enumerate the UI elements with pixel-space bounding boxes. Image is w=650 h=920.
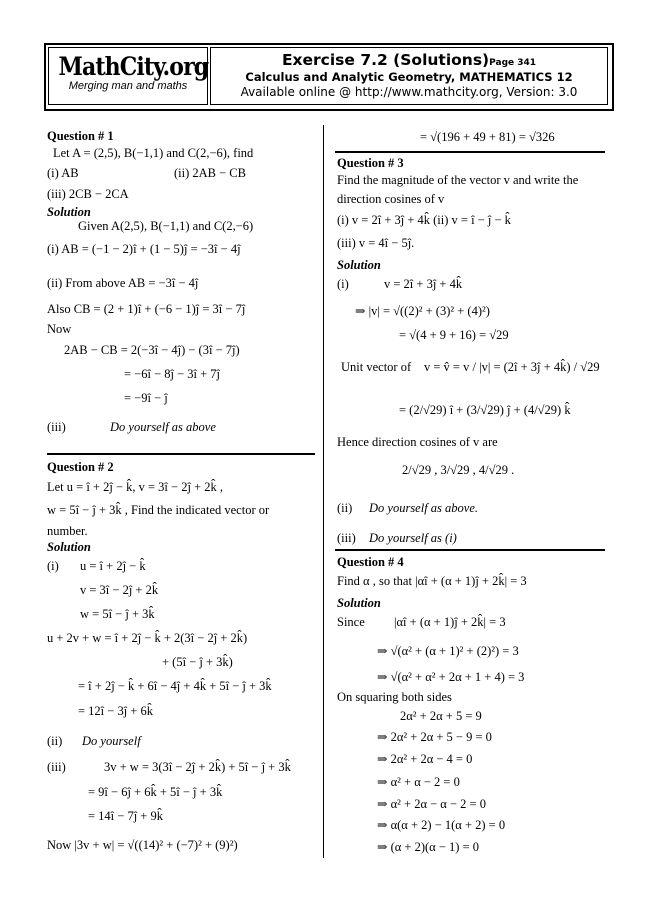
q4-eq-4: ⇒ α² + α − 2 = 0 xyxy=(377,775,460,789)
q1-sol-i: (i) AB = (−1 − 2)î + (1 − 5)ĵ = −3î − 4ĵ xyxy=(47,242,241,256)
q4-solution-label: Solution xyxy=(337,596,381,610)
q1-calc-3: = −9î − ĵ xyxy=(124,391,168,405)
q2-i-v: v = 3î − 2ĵ + 2k̂ xyxy=(80,583,159,597)
page-reference: Page 341 xyxy=(489,58,537,68)
page-header xyxy=(44,43,614,111)
q2-solution-label: Solution xyxy=(47,540,91,554)
q1-sol-also: Also CB = (2 + 1)î + (−6 − 1)ĵ = 3î − 7ĵ xyxy=(47,302,246,316)
q2-iii-calc-1: 3v + w = 3(3î − 2ĵ + 2k̂) + 5î − ĵ + 3k̂ xyxy=(104,760,291,774)
q3-dc-text: Hence direction cosines of v are xyxy=(337,435,498,449)
q2-given-3: number. xyxy=(47,524,88,538)
q2-i-calc-4: = 12î − 3ĵ + 6k̂ xyxy=(78,704,153,718)
q2-now-magnitude: Now |3v + w| = √((14)² + (−7)² + (9)²) xyxy=(47,838,238,852)
q3-parts-i-ii: (i) v = 2î + 3ĵ + 4k̂ (ii) v = î − ĵ − k̂ xyxy=(337,213,511,227)
q1-sol-given: Given A(2,5), B(−1,1) and C(2,−6) xyxy=(78,219,254,233)
q1-sol-iii: (iii) xyxy=(47,420,66,434)
q4-eq-3: ⇒ 2α² + 2α − 4 = 0 xyxy=(377,752,473,766)
q4-heading: Question # 4 xyxy=(337,555,404,569)
q2-iii-calc-3: = 14î − 7ĵ + 9k̂ xyxy=(88,809,163,823)
q2-i-calc-2: + (5î − ĵ + 3k̂) xyxy=(162,655,233,669)
q1-calc-1: 2AB − CB = 2(−3î − 4ĵ) − (3î − 7ĵ) xyxy=(64,343,240,357)
q2-ii-text: Do yourself xyxy=(82,734,141,748)
q2-iii-calc-2: = 9î − 6ĵ + 6k̂ + 5î − ĵ + 3k̂ xyxy=(88,785,223,799)
q1-part-iii: (iii) 2CB − 2CA xyxy=(47,187,129,201)
q2-i-label: (i) xyxy=(47,559,59,573)
q3-unit-result: = (2/√29) î + (3/√29) ĵ + (4/√29) k̂ xyxy=(399,403,571,417)
q2-i-calc-1: u + 2v + w = î + 2ĵ − k̂ + 2(3î − 2ĵ + 2k̂) xyxy=(47,631,248,645)
q3-unit-label: Unit vector of xyxy=(341,360,412,374)
q2-i-u: u = î + 2ĵ − k̂ xyxy=(80,559,146,573)
availability-line: Available online @ http://www.mathcity.org, Version: 3.0 xyxy=(240,85,578,99)
q4-eq-2: ⇒ 2α² + 2α + 5 − 9 = 0 xyxy=(377,730,492,744)
q3-ii-label: (ii) xyxy=(337,501,353,515)
q3-iii-label: (iii) xyxy=(337,531,356,545)
q3-given-2: direction cosines of v xyxy=(337,192,445,206)
q3-solution-label: Solution xyxy=(337,258,381,272)
q3-dc-values: 2/√29 , 3/√29 , 4/√29 . xyxy=(402,463,515,477)
q2-i-w: w = 5î − ĵ + 3k̂ xyxy=(80,607,155,621)
q4-eq-6: ⇒ α(α + 2) − 1(α + 2) = 0 xyxy=(377,818,506,832)
question-separator xyxy=(335,151,605,153)
q1-sol-iii-text: Do yourself as above xyxy=(110,420,216,434)
q1-sol-now: Now xyxy=(47,322,72,336)
q3-i-magnitude-1: ⇒ |v| = √((2)² + (3)² + (4)²) xyxy=(355,304,490,318)
column-divider xyxy=(323,125,324,858)
q1-heading: Question # 1 xyxy=(47,129,114,143)
q3-given-1: Find the magnitude of the vector v and write the xyxy=(337,173,579,187)
q3-unit-expression: v = v̂ = v / |v| = (2î + 3ĵ + 4k̂) / √29 xyxy=(424,360,600,374)
q1-calc-2: = −6î − 8ĵ − 3î + 7ĵ xyxy=(124,367,221,381)
q4-squaring-text: On squaring both sides xyxy=(337,690,452,704)
exercise-title: Exercise 7.2 (Solutions)Page 341 xyxy=(281,51,537,69)
q3-i-label: (i) xyxy=(337,277,349,291)
q1-solution-label: Solution xyxy=(47,205,91,219)
q3-heading: Question # 3 xyxy=(337,156,404,170)
q2-ii-label: (ii) xyxy=(47,734,63,748)
q3-i-magnitude-2: = √(4 + 9 + 16) = √29 xyxy=(399,328,509,342)
q1-sol-ii: (ii) From above AB = −3î − 4ĵ xyxy=(47,276,199,290)
logo-tagline: Merging man and maths xyxy=(68,80,188,92)
q4-step-3: ⇒ √(α² + α² + 2α + 1 + 4) = 3 xyxy=(377,670,525,684)
q2-iii-label: (iii) xyxy=(47,760,66,774)
book-subtitle: Calculus and Analytic Geometry, MATHEMATICS 12 xyxy=(245,70,573,84)
q4-eq-1: 2α² + 2α + 5 = 9 xyxy=(400,709,482,723)
mathcity-logo xyxy=(48,47,208,105)
q4-since: Since xyxy=(337,615,365,629)
q4-step-2: ⇒ √(α² + (α + 1)² + (2)²) = 3 xyxy=(377,644,519,658)
question-separator xyxy=(335,549,605,551)
q4-eq-7: ⇒ (α + 2)(α − 1) = 0 xyxy=(377,840,479,854)
q3-i-vector: v = 2î + 3ĵ + 4k̂ xyxy=(384,277,463,291)
q3-iii-text: Do yourself as (i) xyxy=(369,531,457,545)
q1-part-ii: (ii) 2AB − CB xyxy=(174,166,246,180)
q2-heading: Question # 2 xyxy=(47,460,114,474)
q1-part-i: (i) AB xyxy=(47,166,79,180)
q4-step-1: |αî + (α + 1)ĵ + 2k̂| = 3 xyxy=(394,615,506,629)
q2-given-2: w = 5î − ĵ + 3k̂ , Find the indicated vector or xyxy=(47,503,270,517)
logo-text: MathCity.org xyxy=(58,52,209,81)
header-info xyxy=(210,47,608,105)
question-separator xyxy=(47,453,315,455)
q2-i-calc-3: = î + 2ĵ − k̂ + 6î − 4ĵ + 4k̂ + 5î − ĵ + 3k̂ xyxy=(78,679,272,693)
q4-given: Find α , so that |αî + (α + 1)ĵ + 2k̂| = 3 xyxy=(337,574,527,588)
q4-eq-5: ⇒ α² + 2α − α − 2 = 0 xyxy=(377,797,486,811)
q1-given: Let A = (2,5), B(−1,1) and C(2,−6), find xyxy=(53,146,254,160)
q3-part-iii: (iii) v = 4î − 5ĵ. xyxy=(337,236,415,250)
q2-continued-result: = √(196 + 49 + 81) = √326 xyxy=(420,130,555,144)
q2-given-1: Let u = î + 2ĵ − k̂, v = 3î − 2ĵ + 2k̂ , xyxy=(47,480,223,494)
q3-ii-text: Do yourself as above. xyxy=(369,501,479,515)
